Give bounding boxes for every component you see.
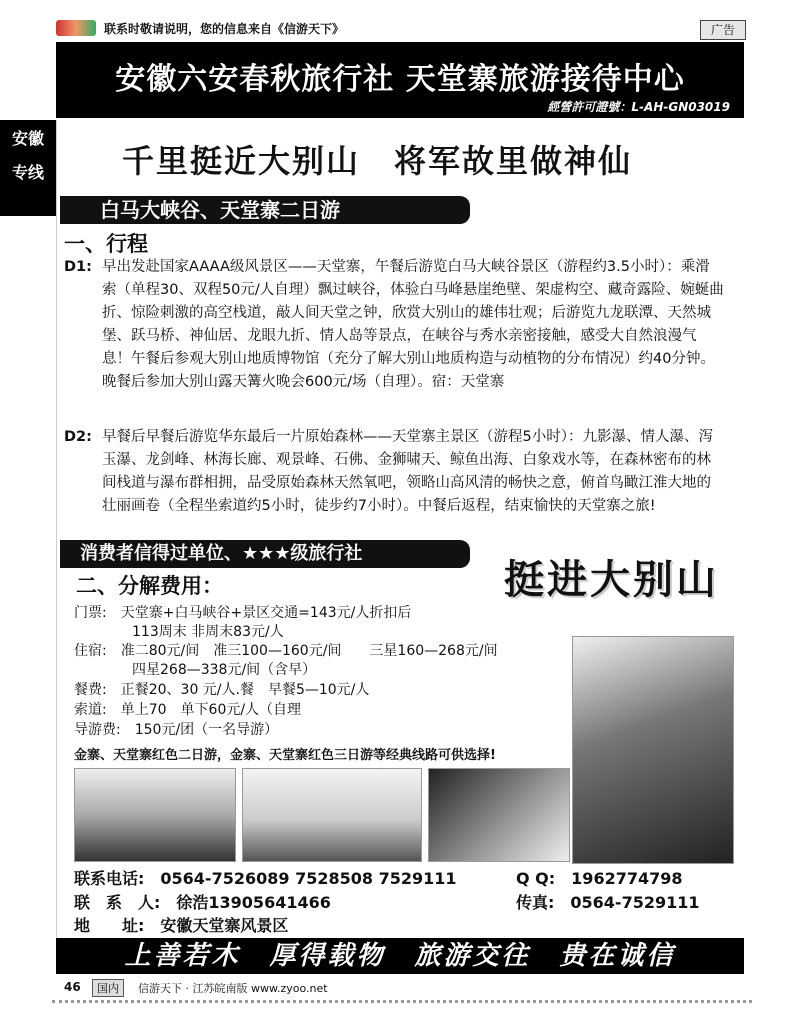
main-slogan: 千里挺近大别山 将军故里做神仙 — [122, 142, 633, 180]
contact-address: 地 址: 安徽天堂寨风景区 — [74, 916, 289, 935]
left-border — [56, 120, 57, 938]
fee-ticket — [74, 604, 411, 642]
contact-person: 联 系 人: 徐浩13905641466 — [74, 893, 331, 912]
side-tab-line2: 专线 — [11, 163, 44, 182]
day2-block — [64, 426, 724, 518]
trust-banner: 消费者信得过单位、★★★级旅行社 — [60, 540, 470, 568]
contact-notice: 联系时敬请说明，您的信息来自《信游天下》 — [104, 22, 345, 36]
photo-memorial-arch — [242, 768, 422, 862]
day2-label: D2: — [64, 429, 92, 445]
fee-guide: 导游费: 150元/团（一名导游） — [74, 722, 279, 738]
contact-qq: Q Q: 1962774798 — [516, 869, 683, 888]
motto-band: 上善若木 厚得载物 旅游交往 贵在诚信 — [56, 938, 744, 974]
photo-lodge-building — [572, 636, 734, 864]
ad-tag: 广告 — [700, 20, 746, 40]
photo-lake-tree — [74, 768, 236, 862]
contact-phone: 联系电话: 0564-7526089 7528508 7529111 — [74, 869, 457, 888]
publication-logo — [56, 20, 96, 36]
footer-text: 信游天下 · 江苏皖南版 www.zyoo.net — [138, 982, 328, 995]
fee-meal: 餐费: 正餐20、30 元/人.餐 早餐5—10元/人 — [74, 682, 370, 698]
fee-hotel-line2: 四星268—338元/间（含早） — [132, 662, 317, 678]
fee-hotel-line1: 住宿: 准二80元/间 准三100—160元/间 三星160—268元/间 — [74, 643, 498, 659]
fee-ticket-line1: 门票: 天堂寨+白马峡谷+景区交通=143元/人折扣后 — [74, 605, 412, 621]
header-band — [56, 42, 744, 118]
agency-title: 安徽六安春秋旅行社 天堂寨旅游接待中心 — [115, 62, 685, 97]
contact-fax: 传真: 0564-7529111 — [516, 893, 700, 912]
combo-routes: 金寨、天堂寨红色二日游，金寨、天堂寨红色三日游等经典线路可供选择! — [74, 748, 496, 763]
big-slogan: 挺进大别山 — [504, 557, 719, 603]
license-number: 經營許可證號：L-AH-GN03019 — [547, 100, 730, 114]
day2-text: 早餐后早餐后游览华东最后一片原始森林——天堂寨主景区（游程5小时）：九影瀑、情人瀑、泻玉瀑、龙剑峰、林海长廊、观景峰、石佛、金狮啸天、鲸鱼出海、白象戏水等，在森林密布的林间栈道与瀑布群相拥，品受原始森林天然氧吧，领略山高风清的畅快之意，俯首鸟瞰江淮大地的壮丽画卷（全程坐索道约5小时，徒步约7小时）。中餐后返程，结束愉快的天堂寨之旅! — [102, 429, 713, 514]
tour-banner: 白马大峡谷、天堂寨二日游 — [60, 196, 470, 224]
domestic-tag: 国内 — [92, 979, 124, 997]
top-strip — [0, 0, 800, 42]
day1-block — [64, 256, 724, 394]
itinerary-heading: 一、行程 — [64, 232, 148, 256]
day1-label: D1: — [64, 259, 92, 275]
footer-dots — [52, 1000, 752, 1011]
fee-ticket-line2: 113周末 非周末83元/人 — [132, 624, 284, 640]
side-tab-line1: 安徽 — [11, 129, 44, 148]
day1-text: 早出发赴国家AAAA级风景区——天堂寨，午餐后游览白马大峡谷景区（游程约3.5小时）：乘滑索（单程30、双程50元/人自理）飘过峡谷，体验白马峰悬崖绝壁、架虚构空、藏奇露险、婉蜒曲折、惊险刺激的高空栈道，敲人间天堂之钟，欣赏大别山的雄伟壮观；后游览九龙联潭、天然城堡、跃马桥、神仙居、龙眼九折、情人岛等景点，在峡谷与秀水亲密接触，感受大自然浪漫气息！午餐后参观大别山地质博物馆（充分了解大别山地质构造与动植物的分布情况）约40分钟。晚餐后参加大别山露天篝火晚会600元/场（自理）。宿：天堂寨 — [102, 259, 724, 390]
fees-heading: 二、分解费用： — [76, 574, 223, 598]
page-number: 46 — [64, 980, 81, 994]
side-tab — [0, 120, 56, 216]
fee-cable: 索道: 单上70 单下60元/人（自理 — [74, 702, 302, 718]
fee-hotel — [74, 642, 498, 680]
photo-hotel-room — [428, 768, 570, 862]
